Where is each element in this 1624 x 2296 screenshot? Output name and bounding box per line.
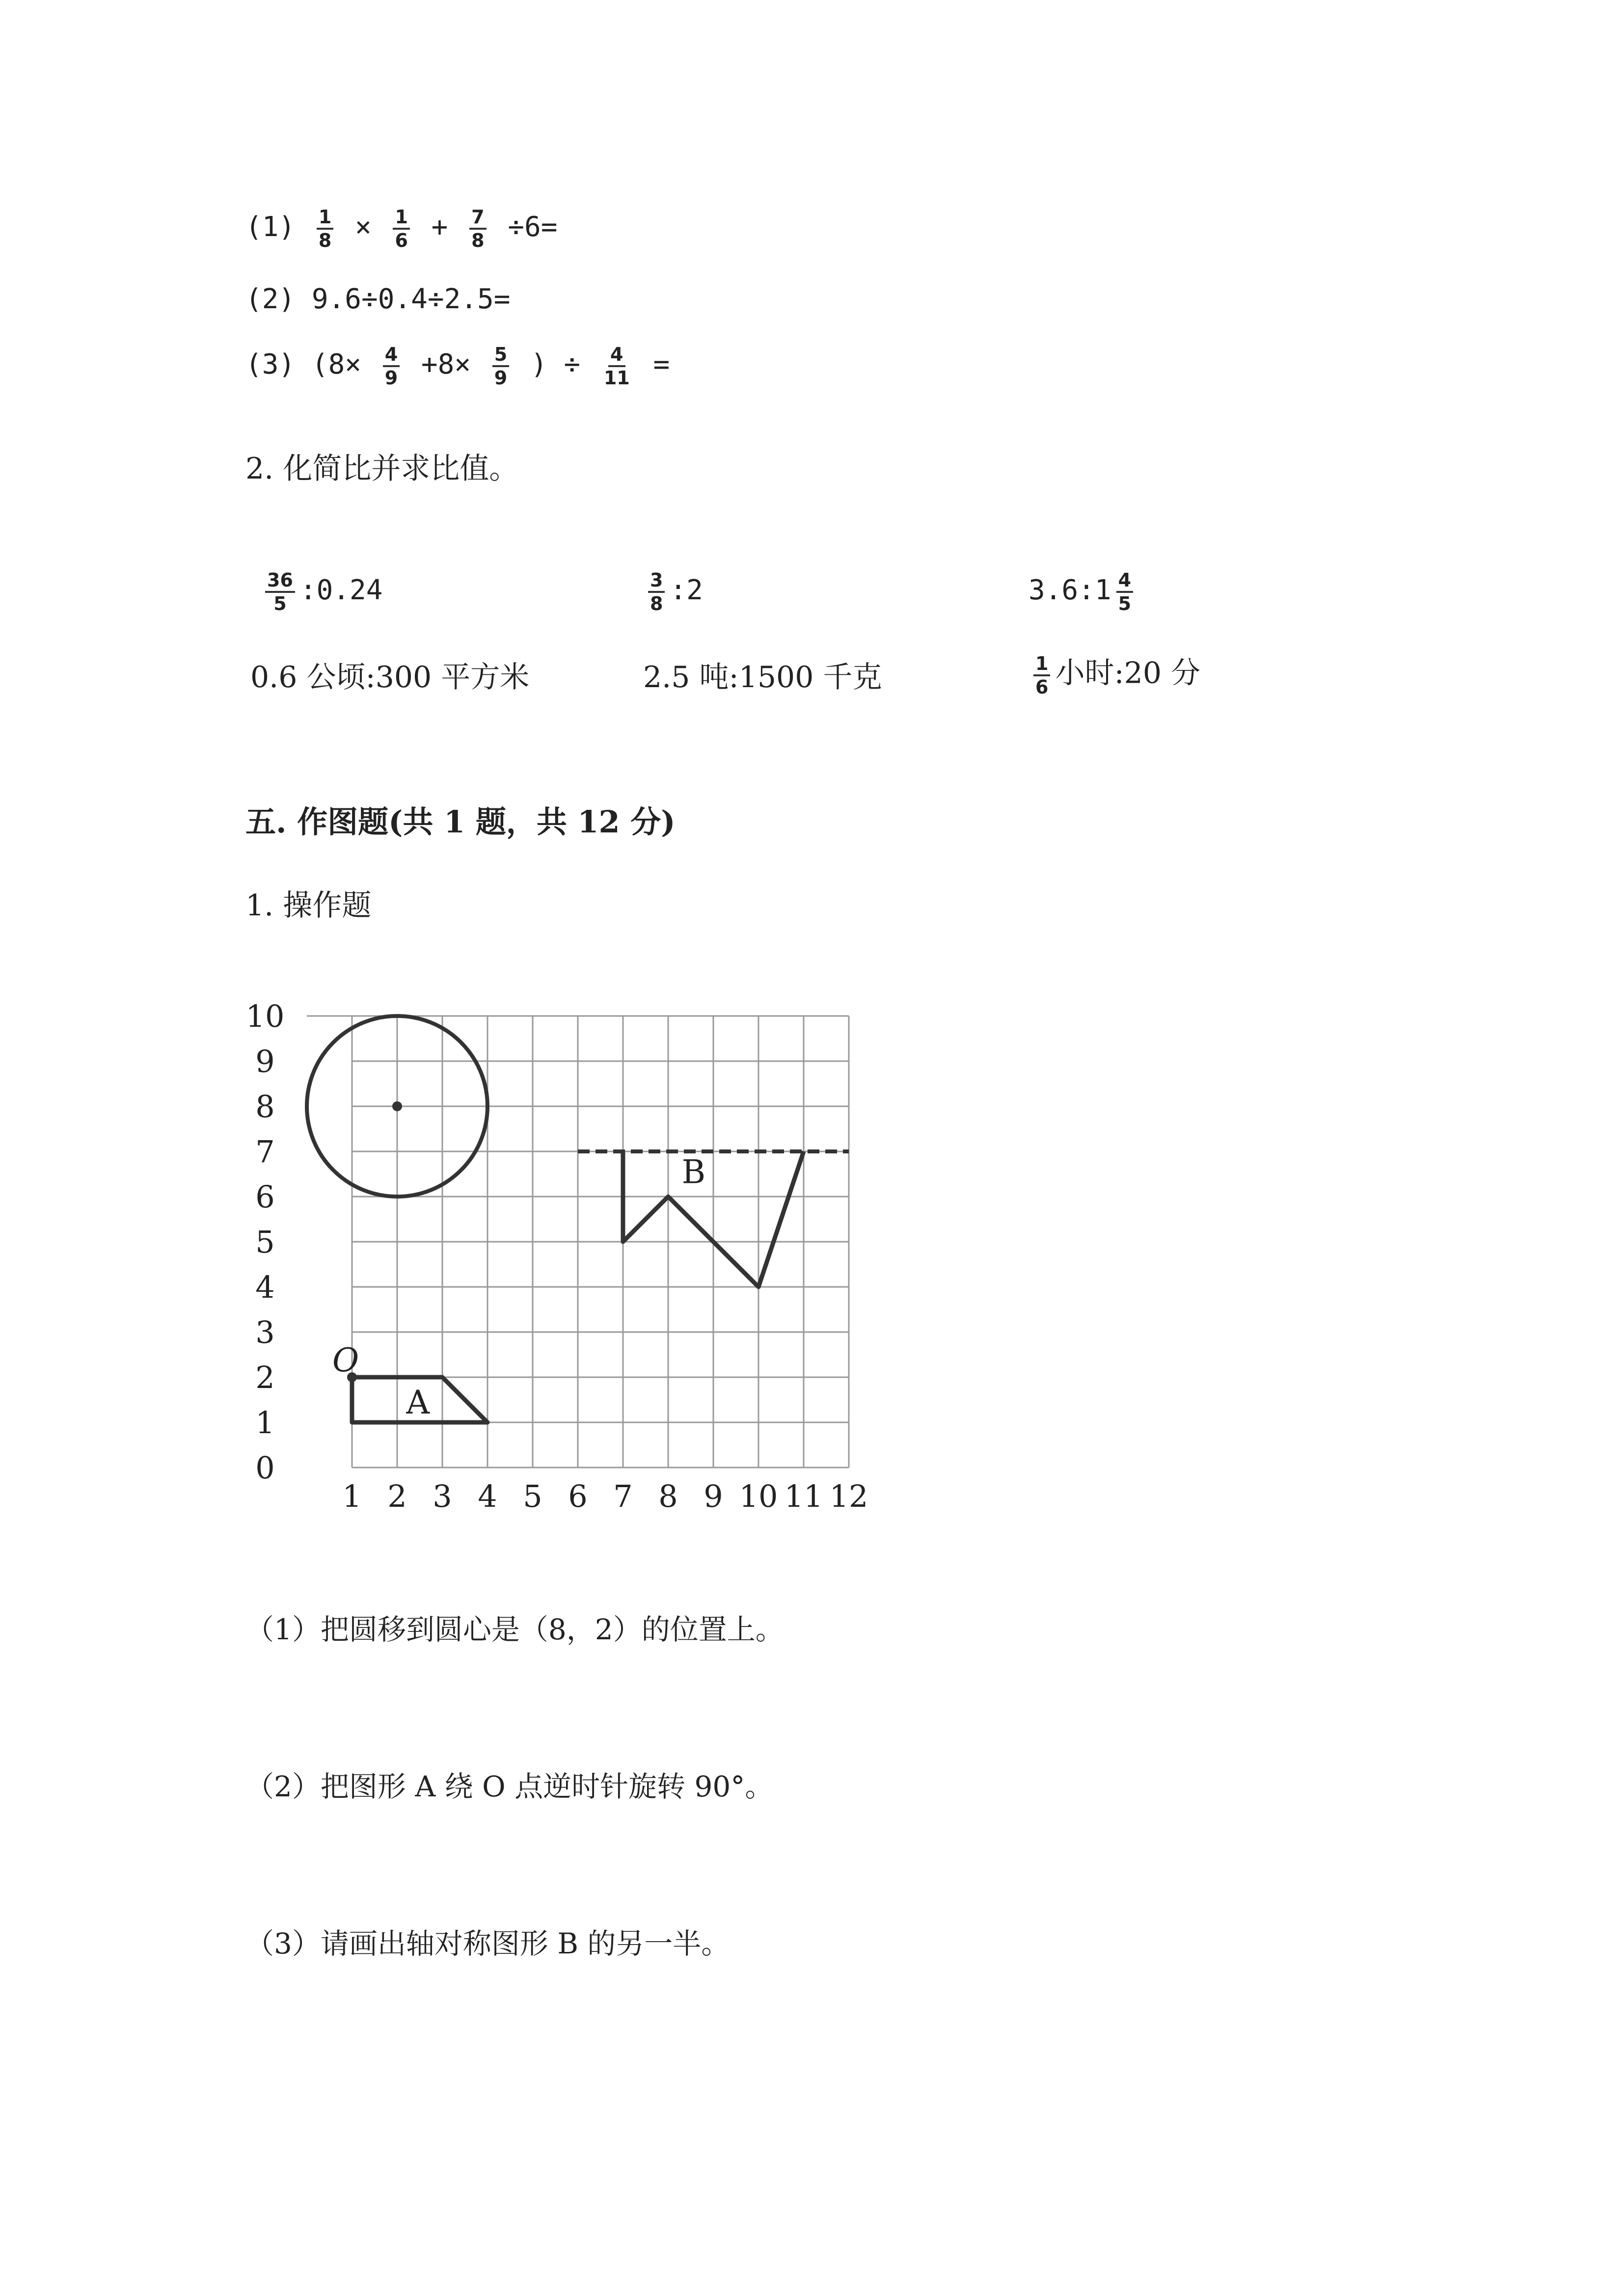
- numerator: 1: [1033, 653, 1050, 676]
- section5-q1: 1. 操作题: [245, 888, 372, 923]
- ratio-3-head: 3.6:1: [1029, 574, 1111, 607]
- y-tick-label: 3: [255, 1314, 275, 1350]
- x-tick-label: 10: [739, 1478, 778, 1514]
- task-1: （1）把圆移到圆心是（8，2）的位置上。: [245, 1613, 784, 1646]
- circle-center-dot: [392, 1101, 402, 1111]
- ratio-6: [1029, 653, 1200, 698]
- y-tick-label: 6: [255, 1179, 275, 1215]
- denominator: 5: [273, 593, 287, 614]
- ratio-5: 2.5 吨:1500 千克: [643, 660, 882, 694]
- x-tick-label: 6: [568, 1478, 588, 1514]
- ratio-4: 0.6 公顷:300 平方米: [250, 660, 530, 694]
- y-tick-label: 1: [255, 1405, 275, 1441]
- numerator: 1: [317, 206, 333, 230]
- fraction: [383, 344, 400, 389]
- calc-q1: [245, 206, 557, 251]
- x-tick-label: 2: [387, 1478, 407, 1514]
- denominator: 9: [494, 367, 508, 389]
- calc-q3-close: ) ÷: [530, 348, 581, 381]
- y-tick-label: 7: [255, 1134, 275, 1170]
- x-tick-label: 11: [784, 1478, 823, 1514]
- coordinate-grid: [245, 996, 903, 1526]
- numerator: 5: [492, 344, 509, 367]
- y-tick-label: 10: [245, 998, 285, 1034]
- fraction: [265, 569, 295, 614]
- section5-heading: 五. 作图题(共 1 题，共 12 分): [245, 804, 676, 840]
- x-tick-label: 1: [342, 1478, 362, 1514]
- fraction: [492, 344, 509, 389]
- denominator: 6: [395, 230, 408, 251]
- x-tick-label: 8: [658, 1478, 678, 1514]
- label-o: O: [332, 1341, 359, 1379]
- numerator: 4: [1116, 569, 1133, 593]
- section2-title: 2. 化简比并求比值。: [245, 452, 519, 486]
- task-3: （3）请画出轴对称图形 B 的另一半。: [245, 1927, 730, 1960]
- calc-q3-tail: =: [653, 348, 670, 381]
- denominator: 5: [1118, 593, 1132, 614]
- label-b: B: [681, 1153, 706, 1191]
- ratio-1: [260, 569, 382, 614]
- y-tick-label: 0: [255, 1450, 275, 1486]
- denominator: 8: [318, 230, 332, 251]
- x-tick-label: 12: [829, 1478, 868, 1514]
- ratio-6-tail: 小时:20 分: [1055, 656, 1201, 691]
- y-tick-label: 8: [255, 1089, 275, 1124]
- fraction: [317, 206, 333, 251]
- numerator: 3: [648, 569, 665, 593]
- x-tick-label: 9: [704, 1478, 723, 1514]
- calc-q3: [245, 344, 670, 389]
- denominator: 8: [471, 230, 485, 251]
- x-tick-label: 7: [613, 1478, 633, 1514]
- ratio-2: [643, 569, 703, 614]
- fraction: [393, 206, 409, 251]
- numerator: 4: [383, 344, 400, 367]
- x-tick-label: 4: [478, 1478, 497, 1514]
- grid-figure: [245, 996, 903, 1528]
- calc-q2: (2) 9.6÷0.4÷2.5=: [245, 283, 511, 315]
- fraction: [469, 206, 486, 251]
- denominator: 9: [384, 367, 398, 389]
- task-2: （2）把图形 A 绕 O 点逆时针旋转 90°。: [245, 1770, 774, 1803]
- x-tick-label: 5: [523, 1478, 542, 1514]
- calc-q1-label: (1): [245, 211, 296, 243]
- denominator: 6: [1035, 676, 1049, 698]
- calc-q3-mid: +8×: [421, 348, 471, 381]
- ratio-2-tail: :2: [670, 574, 703, 607]
- ratio-3: [1029, 569, 1138, 614]
- numerator: 1: [393, 206, 409, 230]
- calc-q3-label: (3) (8×: [245, 348, 362, 381]
- label-a: A: [406, 1384, 430, 1421]
- fraction: [1033, 653, 1050, 698]
- fraction: [1116, 569, 1133, 614]
- numerator: 4: [608, 344, 625, 367]
- numerator: 7: [469, 206, 486, 230]
- y-tick-label: 5: [255, 1224, 275, 1260]
- numerator: 36: [265, 569, 295, 593]
- calc-q1-tail: ÷6=: [508, 211, 558, 243]
- denominator: 8: [650, 593, 663, 614]
- operator: +: [431, 211, 448, 243]
- ratio-1-tail: :0.24: [299, 574, 383, 607]
- y-tick-label: 2: [255, 1360, 275, 1395]
- y-tick-label: 4: [255, 1269, 275, 1305]
- fraction: [602, 344, 632, 389]
- fraction: [648, 569, 665, 614]
- y-tick-label: 9: [255, 1043, 275, 1079]
- denominator: 11: [603, 367, 630, 389]
- operator: ×: [355, 211, 372, 243]
- x-tick-label: 3: [433, 1478, 452, 1514]
